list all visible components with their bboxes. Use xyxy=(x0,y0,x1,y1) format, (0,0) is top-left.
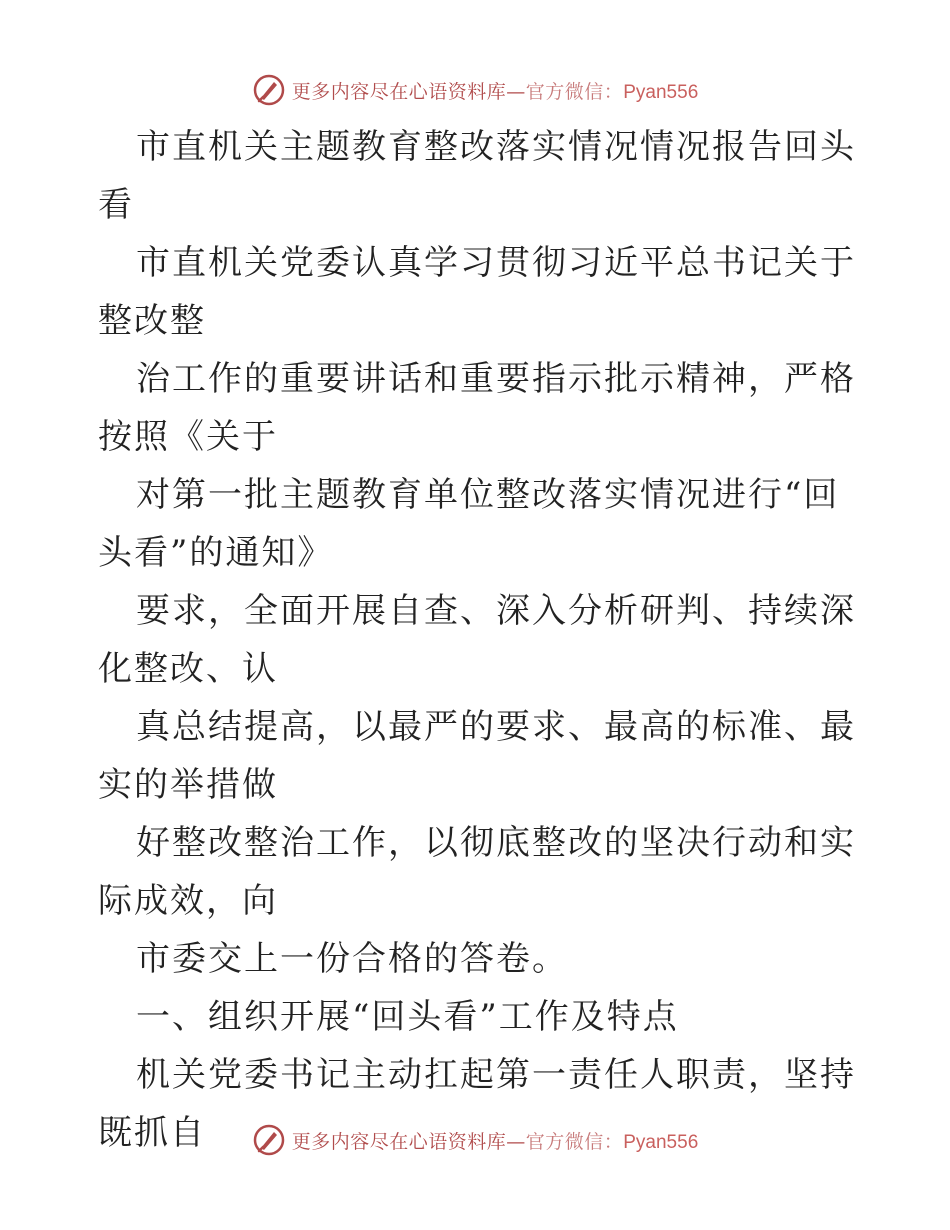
paragraph: 机关党委书记主动扛起第一责任人职责，坚持既抓自 xyxy=(98,1055,856,1153)
paragraph: 真总结提高，以最严的要求、最高的标准、最实的举措做 xyxy=(98,707,856,805)
document-title: 市直机关主题教育整改落实情况情况报告回头看 xyxy=(98,127,856,225)
quill-pen-seal-icon xyxy=(252,1123,286,1157)
header-watermark-banner xyxy=(0,70,950,110)
quill-pen-seal-icon xyxy=(252,73,286,107)
footer-watermark-banner xyxy=(0,1120,950,1160)
section-heading: 一、组织开展“回头看”工作及特点 xyxy=(136,997,679,1037)
paragraph: 对第一批主题教育单位整改落实情况进行“回头看”的通知》 xyxy=(98,475,840,573)
paragraph: 治工作的重要讲话和重要指示批示精神，严格按照《关于 xyxy=(98,359,856,457)
wechat-label: 官方微信： xyxy=(525,80,624,103)
paragraph: 要求，全面开展自查、深入分析研判、持续深化整改、认 xyxy=(98,591,856,689)
paragraph: 市直机关党委认真学习贯彻习近平总书记关于整改整 xyxy=(98,243,856,341)
banner-text: 更多内容尽在心语资料库—官方微信：Pyan556 xyxy=(291,1130,699,1153)
wechat-id: Pyan556 xyxy=(623,81,699,103)
banner-text: 更多内容尽在心语资料库—官方微信：Pyan556 xyxy=(291,80,699,103)
paragraph: 市委交上一份合格的答卷。 xyxy=(136,939,568,979)
wechat-id: Pyan556 xyxy=(623,1131,699,1153)
document-body xyxy=(98,118,858,1162)
wechat-label: 官方微信： xyxy=(525,1130,624,1153)
paragraph: 好整改整治工作，以彻底整改的坚决行动和实际成效，向 xyxy=(98,823,856,921)
